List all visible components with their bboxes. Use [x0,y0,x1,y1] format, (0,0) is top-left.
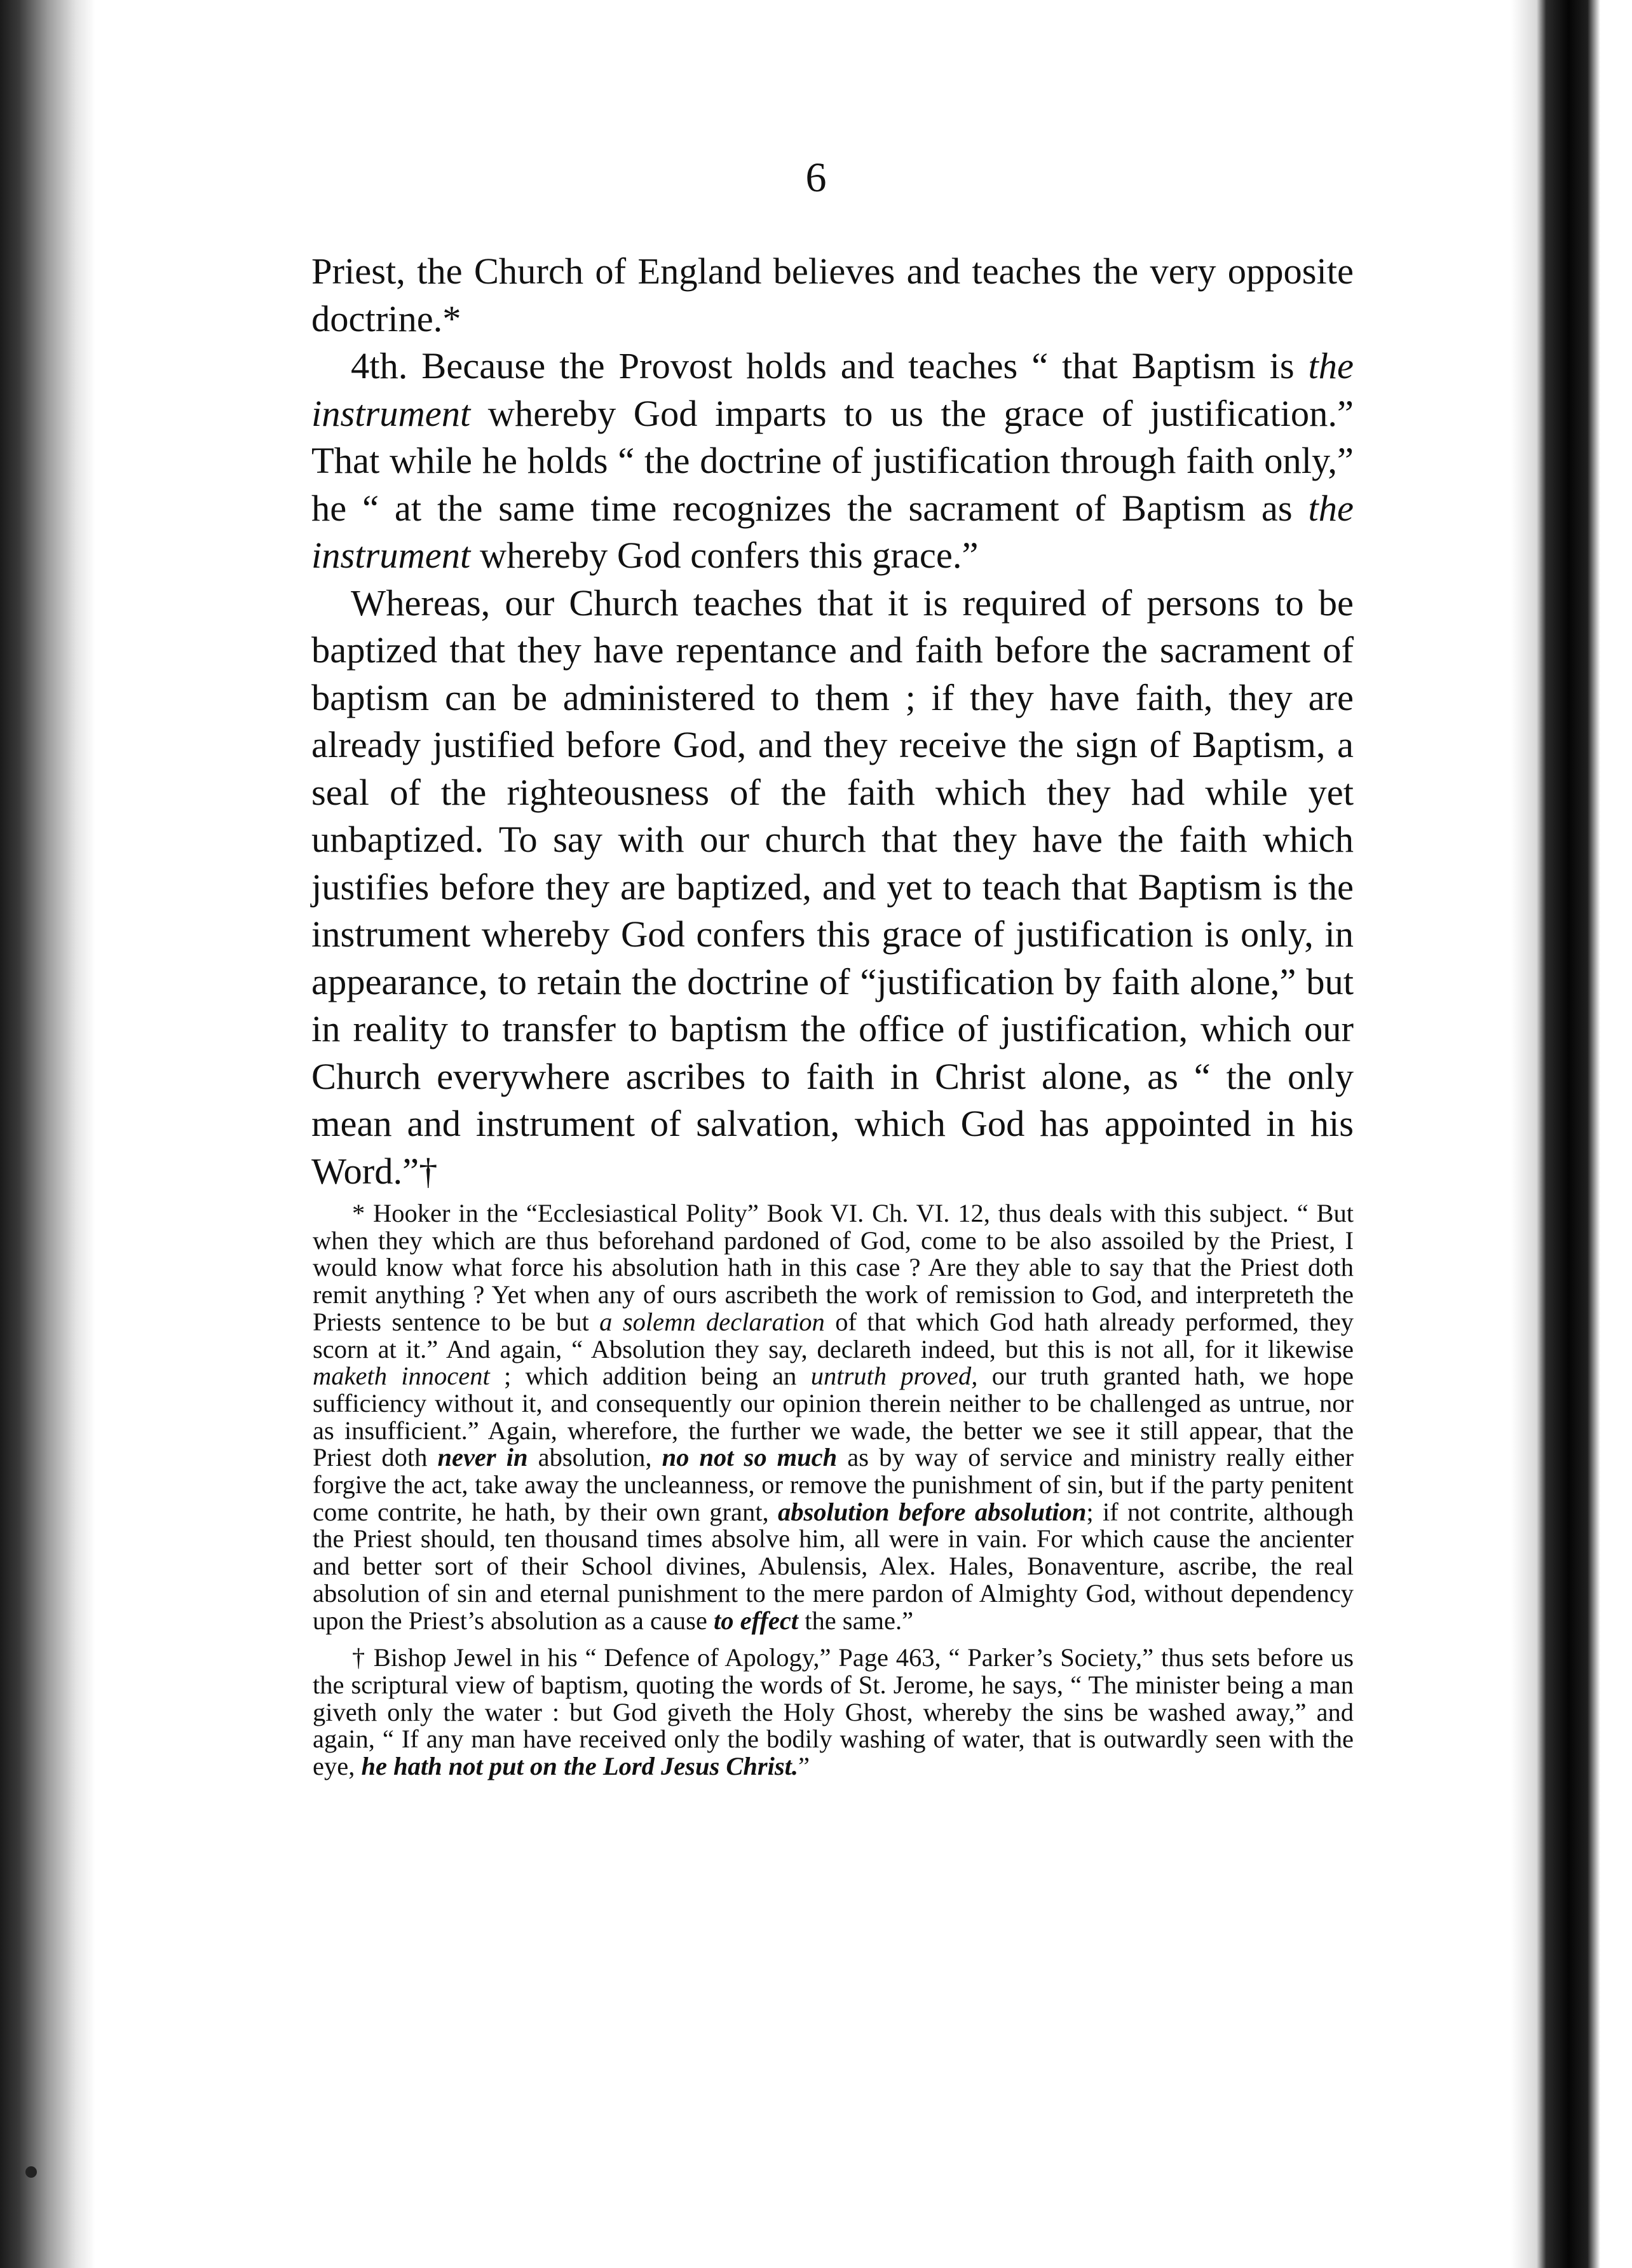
footnote-1-text-f: as by way of service and ministry really either forgive the act, take away the uncleanness, or remove the punishment of sin, but if the party penitent come contrite, he hath, by their own grant, [313,1443,1354,1526]
footnote-2-text-a: † Bishop Jewel in his “ Defence of Apology,” Page 463, “ Parker’s Society,” thus sets before us the scriptural view of baptism, quoting the words of St. Jerome, he says, “ The minister being a man giveth only the water : but God giveth the Holy Ghost, whereby the sins be washed away,” and again, “ If any man have received only the bodily washing of water, that is outwardly seen with the eye, [313,1643,1354,1781]
footnote-1 [313,1200,1354,1634]
footnote-1-text-e: absolution, [527,1443,662,1472]
footnote-1-emphasis-f: absolution before absolution [777,1497,1087,1526]
paragraph-1 [311,248,1354,343]
footnote-2-emphasis: he hath not put on the Lord Jesus Christ. [361,1752,799,1781]
footnote-1-emphasis-d: never in [437,1443,528,1472]
footnote-1-emphasis-g: to effect [714,1606,799,1635]
footnote-1-emphasis-c: untruth proved, [810,1362,978,1391]
paragraph-3 [311,580,1354,1196]
footnote-1-text-a: * Hooker in the “Ecclesiastical Polity” Book VI. Ch. VI. 12, thus deals with this subject. “ But when they which are thus beforehand pardoned of God, come to be also assoiled by the Priest, I would know what force his absolution hath in this case ? Are they able to say that the Priest doth remit anything ? Yet when any of ours ascribeth the work of remission to God, and interpreteth the Priests sentence to be but [313,1199,1354,1336]
paragraph-2-text-a: 4th. Because the Provost holds and teaches “ that Baptism is [351,345,1309,386]
footnote-1-text-d: our truth granted hath, we hope sufficiency without it, and consequently our opinion therein neither to be challenged as untrue, nor as insufficient.” Again, wherefore, the further we wade, the better we see it still appear, that the Priest doth [313,1362,1354,1472]
main-text [311,248,1354,1195]
scan-edge-left [0,0,95,2268]
paragraph-2 [311,343,1354,580]
footnote-1-emphasis-e: no not so much [662,1443,838,1472]
scan-edge-right [1511,0,1632,2268]
paragraph-3-text: Whereas, our Church teaches that it is required of persons to be baptized that they have repentance and faith before the sacrament of baptism can be administered to them ; if they have faith, they are already justified before God, and they receive the sign of Baptism, a seal of the righteousness of the faith which they had while yet unbaptized. To say with our church that they have the faith which justifies before they are baptized, and yet to teach that Baptism is the instrument whereby God confers this grace of justification is only, in appearance, to retain the doctrine of “justification by faith alone,” but in reality to transfer to baptism the office of justification, which our Church everywhere ascribes to faith in Christ alone, as “ the only mean and instrument of salvation, which God has appointed in his Word.”† [311,582,1354,1192]
footnote-1-text-h: the same.” [798,1606,914,1635]
paragraph-2-emphasis-a: the instrument [311,345,1354,434]
paragraph-2-text-b: whereby God imparts to us the grace of justification.” That while he holds “ the doctrine of justification through faith only,” he “ at the same time recognizes the sacrament of Baptism as [311,392,1354,529]
footnote-1-text-c: ; which addition being an [489,1362,811,1391]
footnote-2 [313,1644,1354,1780]
paragraph-2-text-c: whereby God confers this grace.” [470,535,979,576]
paragraph-1-text: Priest, the Church of England believes and teaches the very opposite doctrine.* [311,250,1354,339]
ink-speck [25,2166,37,2178]
paragraph-2-emphasis-b: the instrument [311,487,1354,576]
footnote-1-text-g: ; if not contrite, although the Priest should, ten thousand times absolve him, all were in vain. For which cause the ancienter and better sort of their School divines, Abulensis, Alex. Hales, Bonaventure, ascribe, the real absolution of sin and eternal punishment to the mere pardon of Almighty God, without dependency upon the Priest’s absolution as a cause [313,1497,1354,1635]
footnote-2-text-b: ” [798,1752,810,1781]
footnote-1-emphasis-b: maketh innocent [313,1362,490,1391]
page-number: 6 [805,154,827,201]
footnote-1-emphasis-a: a solemn declaration [599,1307,825,1336]
footnote-1-text-b: of that which God hath already performed, they scorn at it.” And again, “ Absolution they say, declareth indeed, but this is not all, for it likewise [313,1307,1354,1363]
footnotes [313,1200,1354,1780]
